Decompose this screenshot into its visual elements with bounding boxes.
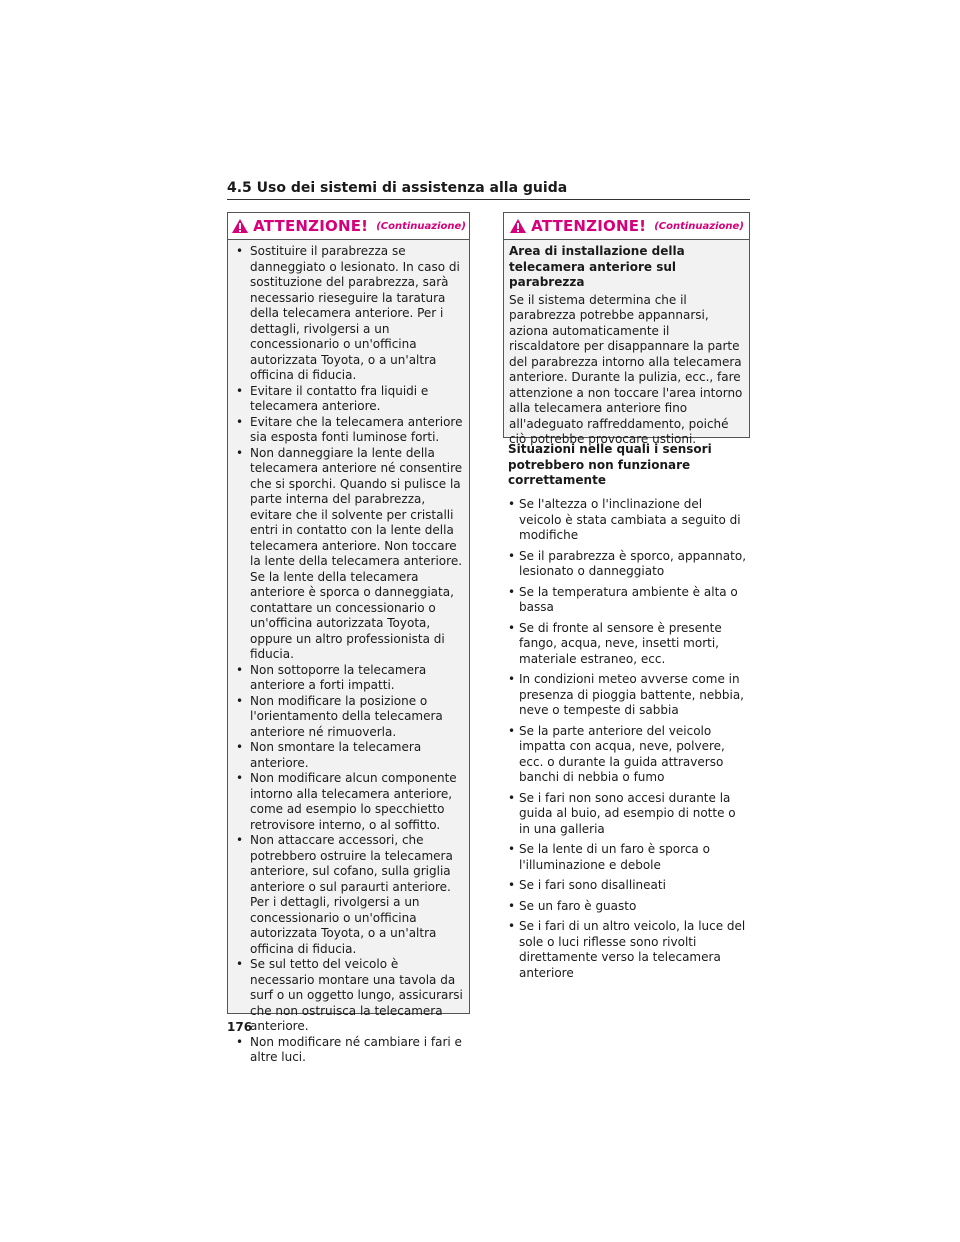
warning-title: ATTENZIONE! xyxy=(253,217,369,235)
warning-triangle-icon xyxy=(509,218,527,234)
warning-header xyxy=(228,213,469,240)
list-item: • Non modificare alcun componente intorno alla telecamera anteriore, come ad esempio lo specchietto retrovisore interno, o al soffitto. xyxy=(235,771,463,833)
list-item: • In condizioni meteo avverse come in presenza di pioggia battente, nebbia, neve o tempeste di sabbia xyxy=(508,672,748,719)
list-item: • Se la parte anteriore del veicolo impatta con acqua, neve, polvere, ecc. o durante la guida attraverso banchi di nebbia o fumo xyxy=(508,724,748,786)
list-item: • Non smontare la telecamera anteriore. xyxy=(235,740,463,771)
list-item: • Se l'altezza o l'inclinazione del veicolo è stata cambiata a seguito di modifiche xyxy=(508,497,748,544)
warning-box-right xyxy=(503,212,750,446)
list-item: • Non modificare né cambiare i fari e altre luci. xyxy=(235,1035,463,1066)
warning-triangle-icon xyxy=(231,218,249,234)
situations-heading: Situazioni nelle quali i sensori potrebbero non funzionare correttamente xyxy=(508,442,712,487)
situations-list xyxy=(508,497,748,986)
list-item: • Sostituire il parabrezza se danneggiato o lesionato. In caso di sostituzione del parabrezza, sarà necessario rieseguire la taratura della telecamera anteriore. Per i dettagli, rivolgersi a un concessionario o un'officina autorizzata Toyota, o a un'altra officina di fiducia. xyxy=(235,244,463,384)
list-item: • Se di fronte al sensore è presente fango, acqua, neve, insetti morti, materiale estraneo, ecc. xyxy=(508,621,748,668)
warning-continuation: (Continuazione) xyxy=(654,220,744,232)
warning-continuation: (Continuazione) xyxy=(376,220,466,232)
warning-title: ATTENZIONE! xyxy=(531,217,647,235)
list-item: • Non modificare la posizione o l'orientamento della telecamera anteriore né rimuoverla. xyxy=(235,694,463,741)
list-item: • Se la lente di un faro è sporca o l'illuminazione e debole xyxy=(508,842,748,873)
list-item: • Non sottoporre la telecamera anteriore a forti impatti. xyxy=(235,663,463,694)
warning-paragraph: Se il sistema determina che il parabrezza potrebbe appannarsi, aziona automaticamente il riscaldatore per disappannare la parte del parabrezza intorno alla telecamera anteriore. Durante la pulizia, ecc., fare attenzione a non toccare l'area intorno alla telecamera anteriore fino all'adeguato raffreddamento, poiché ciò potrebbe provocare ustioni. xyxy=(509,292,743,446)
list-item: • Se i fari non sono accesi durante la guida al buio, ad esempio di notte o in una galleria xyxy=(508,791,748,838)
list-item: • Se sul tetto del veicolo è necessario montare una tavola da surf o un oggetto lungo, assicurarsi che non ostruisca la telecamera anteriore. xyxy=(235,957,463,1035)
list-item: • Non attaccare accessori, che potrebbero ostruire la telecamera anteriore, sul cofano, sulla griglia anteriore o sul paraurti anteriore. Per i dettagli, rivolgersi a un concessionario o un'officina autorizzata Toyota, o a un'altra officina di fiducia. xyxy=(235,833,463,957)
page-number: 176 xyxy=(227,1020,253,1034)
warning-body xyxy=(228,240,469,1074)
list-item: • Evitare che la telecamera anteriore sia esposta fonti luminose forti. xyxy=(235,415,463,446)
list-item: • Se il parabrezza è sporco, appannato, lesionato o danneggiato xyxy=(508,549,748,580)
warning-subheading: Area di installazione della telecamera anteriore sul parabrezza xyxy=(509,244,685,289)
warning-body xyxy=(504,240,749,456)
list-item: • Se la temperatura ambiente è alta o bassa xyxy=(508,585,748,616)
list-item: • Evitare il contatto fra liquidi e telecamera anteriore. xyxy=(235,384,463,415)
list-item: • Se un faro è guasto xyxy=(508,899,748,915)
list-item: • Se i fari sono disallineati xyxy=(508,878,748,894)
section-header: 4.5 Uso dei sistemi di assistenza alla guida xyxy=(227,180,750,200)
list-item: • Se i fari di un altro veicolo, la luce del sole o luci riflesse sono rivolti direttamente verso la telecamera anteriore xyxy=(508,919,748,981)
warning-header xyxy=(504,213,749,240)
warning-list xyxy=(235,244,463,1066)
list-item: • Non danneggiare la lente della telecamera anteriore né consentire che si sporchi. Quando si pulisce la parte interna del parabrezza, evitare che il solvente per cristalli entri in contatto con la lente della telecamera anteriore. Non toccare la lente della telecamera anteriore. Se la lente della telecamera anteriore è sporca o danneggiata, contattare un concessionario o un'officina autorizzata Toyota, oppure un altro professionista di fiducia. xyxy=(235,446,463,663)
